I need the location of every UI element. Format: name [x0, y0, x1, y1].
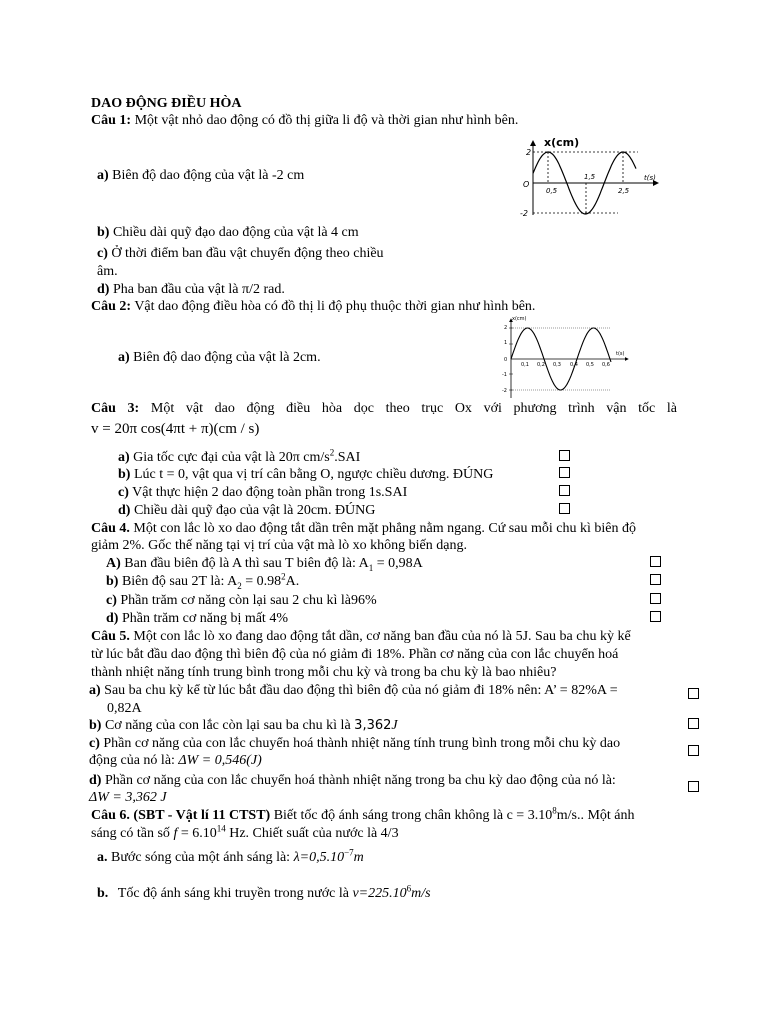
svg-text:2: 2 — [504, 325, 508, 331]
question-1-text: Một vật nhỏ dao động có đồ thị giữa li độ và thời gian như hình bên. — [134, 113, 519, 128]
q5-checkbox-d[interactable] — [688, 781, 699, 792]
svg-text:-2: -2 — [520, 209, 528, 218]
q3-checkbox-d[interactable] — [559, 503, 570, 514]
question-4-cont: giảm 2%. Gốc thế năng tại vị trí của vật mà lò xo không biến dạng. — [91, 538, 467, 553]
svg-text:0,1: 0,1 — [521, 362, 529, 368]
q5-option-c-cont: động của nó là: ΔW = 0,546(J) — [89, 753, 262, 768]
q6-option-b: b. Tốc độ ánh sáng khi truyền trong nước là $v=225.10^6m/s$ — [97, 883, 431, 901]
q4-checkbox-b[interactable] — [650, 574, 661, 585]
question-5: Câu 5. Một con lắc lò xo đang dao động tắt dần, cơ năng ban đầu của nó là 5J. Sau ba chu kỳ kể — [91, 629, 631, 644]
svg-text:O: O — [523, 180, 530, 189]
q4-checkbox-c[interactable] — [650, 593, 661, 604]
q5-option-c: c) Phần cơ năng của con lắc chuyển hoá thành nhiệt năng tính trung bình trong mỗi chu kỳ dao — [89, 736, 621, 751]
q3-option-d: d) Chiều dài quỹ đạo của vật là 20cm. ĐÚNG — [118, 503, 376, 518]
q3-velocity-formula: v = 20π cos(4πt + π)(cm / s) — [91, 421, 260, 437]
q3-option-b: b) Lúc t = 0, vật qua vị trí cân bằng O, ngược chiều dương. ĐÚNG — [118, 467, 494, 482]
q4-option-d: d) Phần trăm cơ năng bị mất 4% — [106, 611, 288, 626]
q4-checkbox-a[interactable] — [650, 556, 661, 567]
q1-option-a: a) Biên độ dao động của vật là -2 cm — [97, 168, 305, 183]
q1-y-label: x(cm) — [544, 136, 580, 149]
svg-text:0,5: 0,5 — [546, 187, 558, 195]
q3-option-c: c) Vật thực hiện 2 dao động toàn phần trong 1s.SAI — [118, 485, 408, 500]
question-3: Câu 3: Một vật dao động điều hòa dọc theo trục Ox với phương trình vận tốc là — [91, 401, 678, 416]
q5-option-d: d) Phần cơ năng của con lắc chuyển hoá thành nhiệt năng trong ba chu kỳ dao động của nó là: — [89, 773, 616, 788]
question-2: Câu 2: Vật dao động điều hòa có đồ thị li độ phụ thuộc thời gian như hình bên. — [91, 299, 536, 314]
question-5-cont-1: từ lúc bắt đầu dao động thì biên độ của nó giảm đi 18%. Phần cơ năng của con lắc chuyển hoá — [91, 647, 619, 662]
svg-text:0,6: 0,6 — [602, 362, 610, 368]
q5-option-d-formula: ΔW = 3,362 J — [89, 790, 167, 805]
q1-option-d: d) Pha ban đầu của vật là π/2 rad. — [97, 282, 285, 297]
svg-text:x(cm): x(cm) — [512, 316, 527, 322]
q5-option-a: a) Sau ba chu kỳ kể từ lúc bắt đầu dao động thì biên độ của nó giảm đi 18% nên: A’ = 82%A = — [89, 683, 618, 698]
q5-checkbox-b[interactable] — [688, 718, 699, 729]
q3-option-a: a) Gia tốc cực đại của vật là 20π $cm/s^2.SAI$ — [118, 447, 361, 465]
question-1 — [91, 112, 518, 129]
document-title: DAO ĐỘNG ĐIỀU HÒA — [91, 96, 242, 111]
q3-checkbox-b[interactable] — [559, 467, 570, 478]
q1-option-b: b) Chiều dài quỹ đạo dao động của vật là 4 cm — [97, 225, 359, 240]
q3-checkbox-c[interactable] — [559, 485, 570, 496]
svg-text:-2: -2 — [502, 388, 507, 394]
svg-text:0: 0 — [504, 357, 508, 363]
q4-checkbox-d[interactable] — [650, 611, 661, 622]
q5-checkbox-a[interactable] — [688, 688, 699, 699]
svg-text:1: 1 — [504, 340, 508, 346]
question-5-cont-2: thành nhiệt năng tính trung bình trong mỗi chu kỳ và trong ba chu kỳ là bao nhiêu? — [91, 665, 557, 680]
svg-text:2,5: 2,5 — [618, 187, 630, 195]
q1-x-label: t(s) — [644, 174, 656, 182]
svg-text:0,5: 0,5 — [586, 362, 594, 368]
svg-text:0,3: 0,3 — [553, 362, 561, 368]
q4-option-c: c) Phần trăm cơ năng còn lại sau 2 chu kì là96% — [106, 593, 377, 608]
q5-option-a-cont: 0,82A — [107, 701, 142, 716]
question-6: Câu 6. (SBT - Vật lí 11 CTST) Biết tốc độ ánh sáng trong chân không là $c = 3.10^8m/s$.. Một ánh — [91, 805, 635, 823]
svg-text:2: 2 — [526, 148, 532, 157]
q5-option-b: b) Cơ năng của con lắc còn lại sau ba chu kì là 3,362J — [89, 718, 398, 733]
svg-text:-1: -1 — [502, 372, 507, 378]
svg-text:0,2: 0,2 — [537, 362, 545, 368]
q6-option-a: a. Bước sóng của một ánh sáng là: $\lambda=0,5.10^{-7}m$ — [97, 847, 364, 865]
question-6-cont: sáng có tần số $f = 6.10^{14}$ Hz. Chiết suất của nước là 4/3 — [91, 823, 399, 841]
question-1-label: Câu 1: — [91, 113, 132, 128]
q5-checkbox-c[interactable] — [688, 745, 699, 756]
q2-option-a: a) Biên độ dao động của vật là 2cm. — [118, 350, 321, 365]
svg-text:0,4: 0,4 — [570, 362, 578, 368]
q4-option-a: A) Ban đầu biên độ là A thì sau T biên độ là: $A_1 = 0,98A$ — [106, 556, 423, 573]
q2-oscillation-graph — [498, 314, 633, 400]
q1-oscillation-graph — [518, 135, 663, 220]
q1-option-c-cont: âm. — [97, 264, 118, 279]
svg-text:1,5: 1,5 — [584, 173, 596, 181]
svg-text:t(s): t(s) — [616, 351, 625, 357]
question-4: Câu 4. Một con lắc lò xo dao động tắt dần trên mặt phẳng nằm ngang. Cứ sau mỗi chu kì biên độ — [91, 521, 636, 536]
q3-checkbox-a[interactable] — [559, 450, 570, 461]
q1-option-c: c) Ở thời điểm ban đầu vật chuyển động theo chiều — [97, 246, 384, 261]
q4-option-b: b) Biên độ sau 2T là: $A_2 = 0.98^2A$. — [106, 571, 300, 591]
